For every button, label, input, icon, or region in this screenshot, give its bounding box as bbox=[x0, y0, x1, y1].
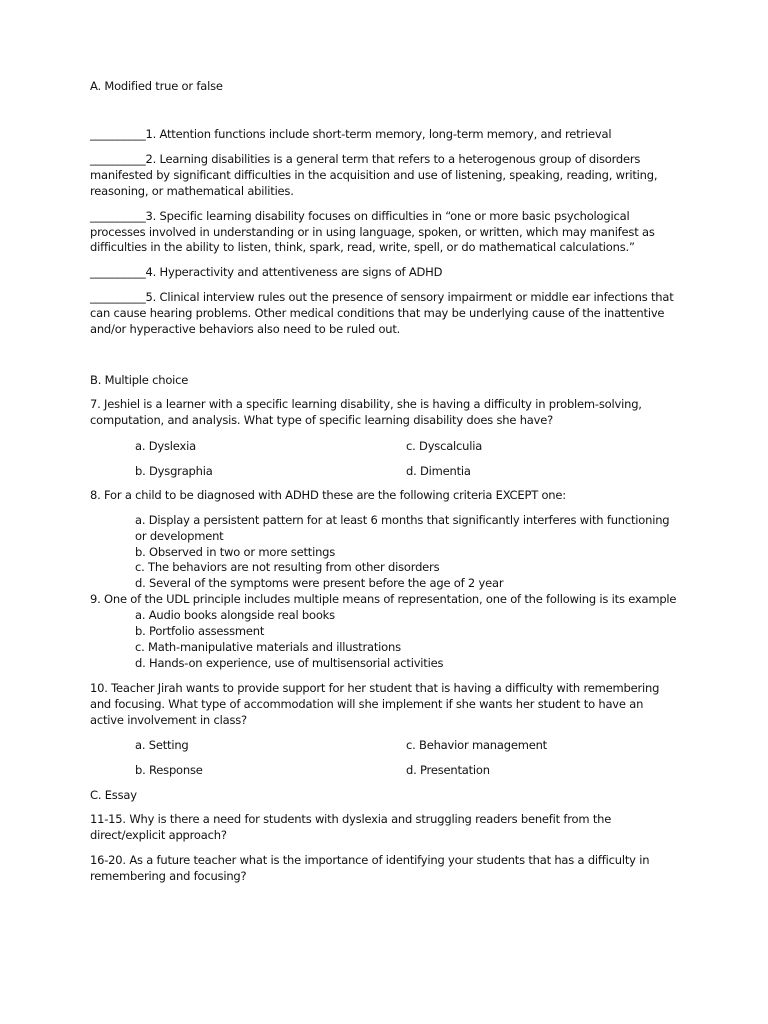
q10-choices-row-1 bbox=[90, 737, 680, 753]
section-c-heading: C. Essay bbox=[90, 788, 137, 803]
q9-choice-d: d. Hands-on experience, use of multisensorial activities bbox=[135, 655, 444, 670]
q7-choices-row-1 bbox=[90, 438, 680, 454]
tf-item-1: __________1. Attention functions include short-term memory, long-term memory, and retrieval bbox=[90, 127, 612, 141]
q9-choice-c: c. Math-manipulative materials and illustrations bbox=[135, 639, 401, 654]
tf-item-2: __________2. Learning disabilities is a general term that refers to a heterogenous group of disorders manifested by significant difficulties in the acquisition and use of listening, speaking, reading, writing, reasoning, or mathematical abilities. bbox=[90, 151, 658, 198]
q10-choice-c: c. Behavior management bbox=[406, 738, 547, 753]
q7-choice-a: a. Dyslexia bbox=[135, 438, 196, 453]
q10-choices-row-2 bbox=[90, 762, 680, 778]
section-b-heading: B. Multiple choice bbox=[90, 372, 189, 387]
q8-choice-b: b. Observed in two or more settings bbox=[135, 544, 336, 559]
q7-choice-b: b. Dysgraphia bbox=[135, 463, 213, 478]
q7-choice-c: c. Dyscalculia bbox=[406, 438, 483, 453]
q8-choice-a: a. Display a persistent pattern for at least 6 months that significantly interferes with functioning or development bbox=[135, 512, 670, 543]
question-9: 9. One of the UDL principle includes multiple means of representation, one of the following is its example bbox=[90, 592, 677, 607]
essay-question-11-15: 11-15. Why is there a need for students with dyslexia and struggling readers benefit from the direct/explicit approach? bbox=[90, 812, 612, 843]
q8-choice-c: c. The behaviors are not resulting from other disorders bbox=[135, 560, 440, 575]
essay-question-16-20: 16-20. As a future teacher what is the importance of identifying your students that has a difficulty in remembering and focusing? bbox=[90, 853, 650, 884]
q9-choice-a: a. Audio books alongside real books bbox=[135, 608, 335, 623]
question-7: 7. Jeshiel is a learner with a specific learning disability, she is having a difficulty in problem-solving, computation, and analysis. What type of specific learning disability does she have? bbox=[90, 396, 642, 427]
tf-item-4: __________4. Hyperactivity and attentiveness are signs of ADHD bbox=[90, 265, 443, 280]
q7-choices-row-2 bbox=[90, 463, 680, 479]
question-8: 8. For a child to be diagnosed with ADHD these are the following criteria EXCEPT one: bbox=[90, 487, 566, 502]
q10-choice-a: a. Setting bbox=[135, 738, 189, 753]
q8-choice-d: d. Several of the symptoms were present before the age of 2 year bbox=[135, 576, 504, 591]
tf-item-3: __________3. Specific learning disability focuses on difficulties in “one or more basic psychological processes involved in understanding or in using language, spoken, or written, which may manifest as difficulties in the ability to listen, think, spark, read, write, spell, or do mathematical calculations.” bbox=[90, 208, 655, 255]
q10-choice-d: d. Presentation bbox=[406, 763, 490, 778]
q10-choice-b: b. Response bbox=[135, 763, 203, 778]
document-page bbox=[90, 78, 680, 885]
question-10: 10. Teacher Jirah wants to provide support for her student that is having a difficulty with remembering and focusing. What type of accommodation will she implement if she wants her student to have an active involvement in class? bbox=[90, 680, 660, 727]
q9-choice-b: b. Portfolio assessment bbox=[135, 624, 265, 639]
q7-choice-d: d. Dimentia bbox=[406, 463, 471, 478]
tf-item-5: __________5. Clinical interview rules out the presence of sensory impairment or middle ear infections that can cause hearing problems. Other medical conditions that may be underlying cause of the inattentive and/or hyperactive behaviors also need to be ruled out. bbox=[90, 290, 674, 337]
section-a-heading: A. Modified true or false bbox=[90, 79, 223, 93]
